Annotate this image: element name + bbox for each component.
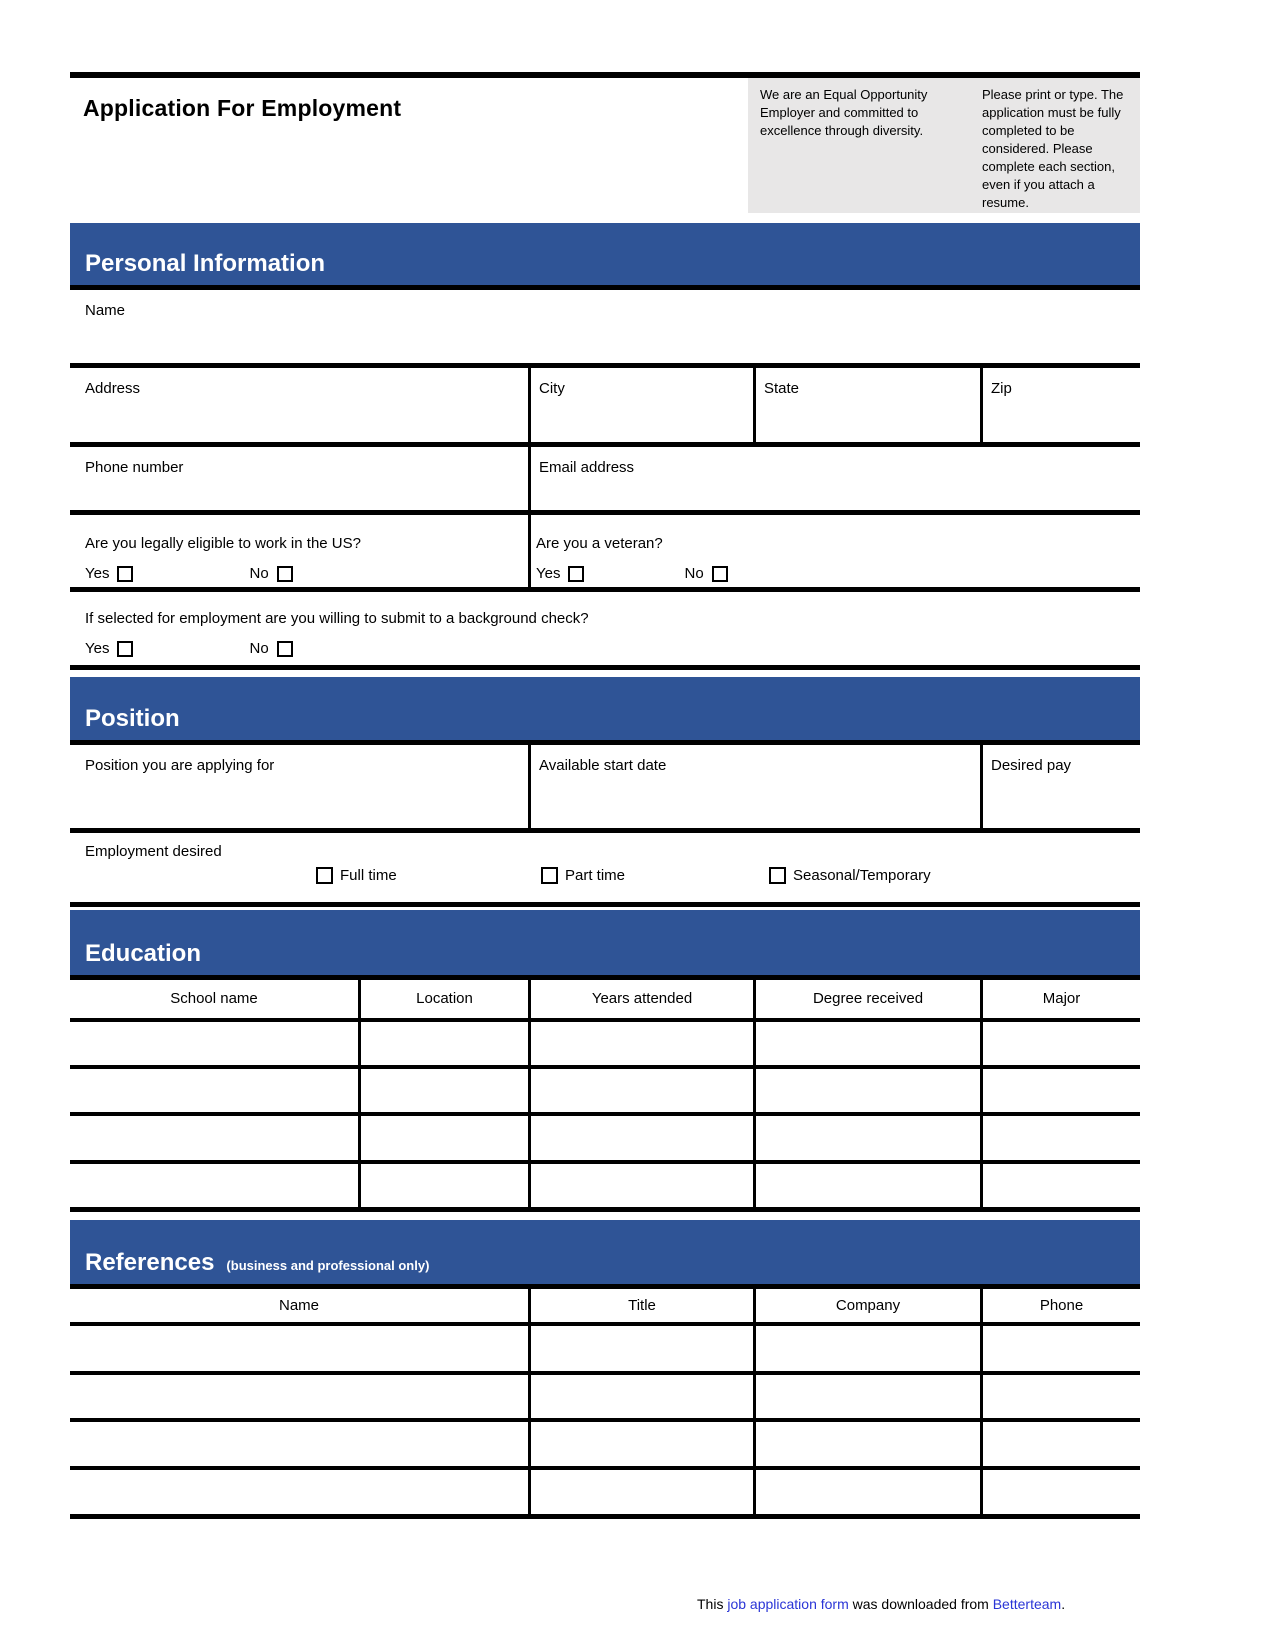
table-cell[interactable] <box>358 1022 528 1065</box>
parttime-option <box>541 867 625 884</box>
section-header-education <box>70 910 1140 980</box>
betterteam-link[interactable]: Betterteam <box>992 1596 1062 1612</box>
column-header: School name <box>170 990 258 1007</box>
eligible-question: Are you legally eligible to work in the US? <box>85 535 361 552</box>
table-cell[interactable] <box>70 1164 358 1207</box>
veteran-yes-checkbox[interactable] <box>568 566 584 582</box>
table-cell[interactable] <box>980 1326 1140 1371</box>
table-cell[interactable] <box>70 1375 528 1418</box>
footer-text-suffix: . <box>1061 1596 1066 1612</box>
email-field[interactable] <box>528 447 1140 510</box>
notice-eeo-text: We are an Equal Opportunity Employer and committed to excellence through diversity. <box>760 87 928 138</box>
table-row <box>70 1470 1140 1519</box>
table-cell[interactable] <box>753 1022 980 1065</box>
city-field[interactable] <box>528 368 753 442</box>
background-no-label: No <box>249 640 269 657</box>
table-cell[interactable] <box>980 1422 1140 1466</box>
position-applying-field[interactable] <box>70 745 528 828</box>
eligible-yes-checkbox[interactable] <box>117 566 133 582</box>
zip-field[interactable] <box>980 368 1140 442</box>
background-yes-checkbox[interactable] <box>117 641 133 657</box>
job-application-form-link[interactable]: job application form <box>727 1596 849 1612</box>
footer-attribution <box>697 1596 1065 1612</box>
table-row <box>70 1422 1140 1470</box>
table-cell[interactable] <box>528 1375 753 1418</box>
table-cell[interactable] <box>980 1164 1140 1207</box>
address-field[interactable] <box>70 368 528 442</box>
table-row <box>70 1164 1140 1212</box>
column-header: Major <box>980 980 1140 1018</box>
table-cell[interactable] <box>70 1116 358 1160</box>
background-check-row <box>70 592 1140 670</box>
column-header: Degree received <box>753 980 980 1018</box>
parttime-checkbox[interactable] <box>541 867 558 884</box>
veteran-yes-label: Yes <box>536 565 561 582</box>
background-question: If selected for employment are you willing to submit to a background check? <box>85 610 589 627</box>
table-cell[interactable] <box>980 1069 1140 1112</box>
eligibility-row <box>70 515 1140 592</box>
background-yes-label: Yes <box>85 640 110 657</box>
table-cell[interactable] <box>70 1326 528 1371</box>
table-cell[interactable] <box>753 1375 980 1418</box>
desired-pay-label: Desired pay <box>991 757 1072 774</box>
fulltime-option <box>316 867 397 884</box>
phone-field[interactable] <box>70 447 528 510</box>
table-cell[interactable] <box>70 1422 528 1466</box>
background-no-checkbox[interactable] <box>277 641 293 657</box>
table-row <box>70 1326 1140 1375</box>
table-cell[interactable] <box>753 1422 980 1466</box>
table-row <box>70 1375 1140 1422</box>
table-cell[interactable] <box>528 1470 753 1514</box>
table-cell[interactable] <box>70 1470 528 1514</box>
address-label: Address <box>85 380 141 397</box>
fulltime-checkbox[interactable] <box>316 867 333 884</box>
table-cell[interactable] <box>980 1022 1140 1065</box>
column-header: Phone <box>980 1289 1140 1322</box>
table-cell[interactable] <box>70 1022 358 1065</box>
table-cell[interactable] <box>753 1116 980 1160</box>
phone-label: Phone number <box>85 459 184 476</box>
fulltime-label: Full time <box>340 867 397 884</box>
table-cell[interactable] <box>980 1470 1140 1514</box>
section-header-references <box>70 1220 1140 1289</box>
references-table <box>70 1289 1140 1519</box>
section-title: Position <box>85 705 180 732</box>
zip-label: Zip <box>991 380 1012 397</box>
address-row <box>70 368 1140 447</box>
parttime-label: Part time <box>565 867 626 884</box>
section-title: References <box>85 1249 215 1276</box>
references-header-row <box>70 1289 1140 1326</box>
table-cell[interactable] <box>753 1326 980 1371</box>
table-cell[interactable] <box>358 1164 528 1207</box>
section-header-personal <box>70 223 1140 290</box>
section-title: Personal Information <box>85 250 326 277</box>
seasonal-option <box>769 867 931 884</box>
desired-pay-field[interactable] <box>980 745 1140 828</box>
table-cell[interactable] <box>358 1069 528 1112</box>
employment-desired-label: Employment desired <box>85 843 222 860</box>
column-header: Years attended <box>528 980 753 1018</box>
table-cell[interactable] <box>528 1422 753 1466</box>
table-cell[interactable] <box>753 1069 980 1112</box>
table-row <box>70 1116 1140 1164</box>
footer-text-middle: was downloaded from <box>848 1596 993 1612</box>
education-header-row <box>70 980 1140 1022</box>
table-cell[interactable] <box>528 1326 753 1371</box>
eligible-yes-label: Yes <box>85 565 110 582</box>
education-table <box>70 980 1140 1212</box>
table-cell[interactable] <box>528 1164 753 1207</box>
table-cell[interactable] <box>753 1164 980 1207</box>
table-cell[interactable] <box>528 1116 753 1160</box>
start-date-field[interactable] <box>528 745 980 828</box>
table-cell[interactable] <box>980 1375 1140 1418</box>
state-label: State <box>764 380 800 397</box>
table-cell[interactable] <box>358 1116 528 1160</box>
table-cell[interactable] <box>528 1022 753 1065</box>
table-cell[interactable] <box>528 1069 753 1112</box>
start-date-label: Available start date <box>539 757 667 774</box>
column-header: Title <box>528 1289 753 1322</box>
column-header: Company <box>753 1289 980 1322</box>
city-label: City <box>539 380 565 397</box>
employment-desired-row <box>70 833 1140 907</box>
section-header-position <box>70 677 1140 745</box>
table-row <box>70 1022 1140 1069</box>
column-header: Name <box>278 1297 319 1314</box>
veteran-question: Are you a veteran? <box>536 535 663 552</box>
page-title: Application For Employment <box>83 95 402 121</box>
position-fields-row <box>70 745 1140 833</box>
email-label: Email address <box>539 459 635 476</box>
state-field[interactable] <box>753 368 980 442</box>
phone-email-row <box>70 447 1140 515</box>
seasonal-label: Seasonal/Temporary <box>793 867 931 884</box>
section-subtitle: (business and professional only) <box>226 1258 430 1273</box>
footer-text-prefix: This <box>697 1596 728 1612</box>
section-title: Education <box>85 940 202 967</box>
veteran-no-label: No <box>684 565 704 582</box>
name-label: Name <box>85 302 126 319</box>
eligible-no-checkbox[interactable] <box>277 566 293 582</box>
notice-instructions-text: Please print or type. The application must be fully completed to be considered. Please complete each section, even if you attach a resume. <box>982 87 1124 210</box>
name-field[interactable] <box>70 290 1140 368</box>
veteran-no-checkbox[interactable] <box>712 566 728 582</box>
table-cell[interactable] <box>753 1470 980 1514</box>
eligible-no-label: No <box>249 565 269 582</box>
notice-box <box>748 78 1140 213</box>
seasonal-checkbox[interactable] <box>769 867 786 884</box>
column-header: Location <box>358 980 528 1018</box>
position-applying-label: Position you are applying for <box>85 757 275 774</box>
table-cell[interactable] <box>980 1116 1140 1160</box>
table-cell[interactable] <box>70 1069 358 1112</box>
table-row <box>70 1069 1140 1116</box>
